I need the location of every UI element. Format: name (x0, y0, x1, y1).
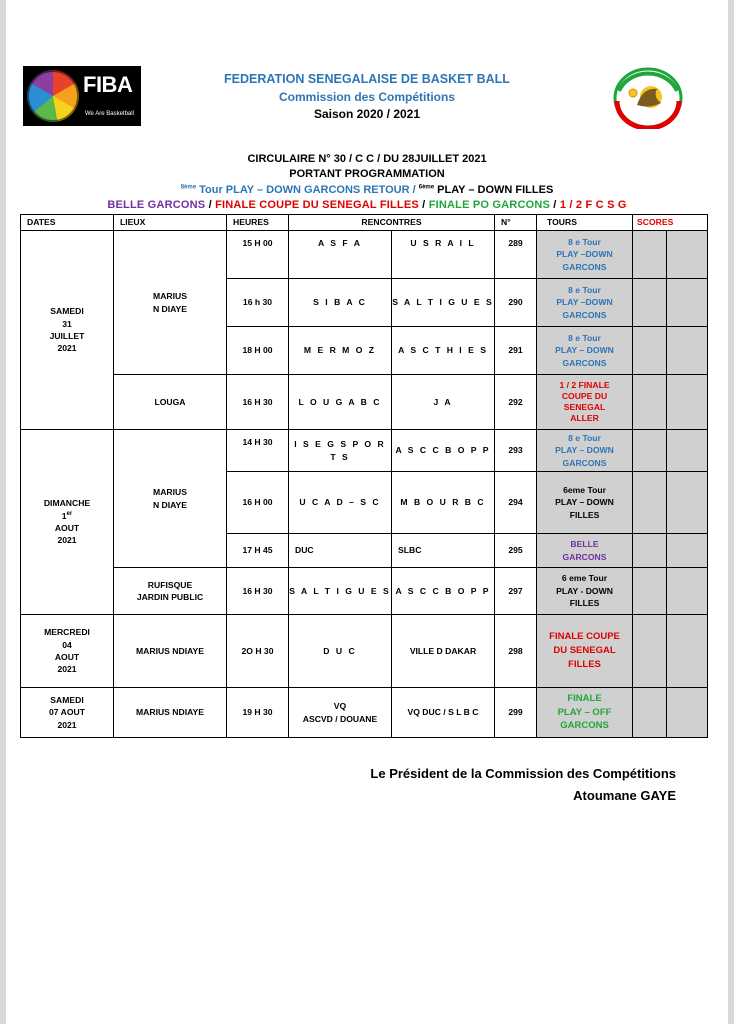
score-cell (667, 231, 708, 279)
venue-cell: MARIUS N DIAYE (114, 430, 227, 568)
score-cell (667, 568, 708, 615)
table-row (21, 430, 708, 472)
score-cell (667, 430, 708, 472)
header-rencontres: RENCONTRES (289, 215, 495, 231)
table-row (21, 375, 708, 430)
table-header-row (21, 215, 708, 231)
score-cell (633, 375, 667, 430)
score-cell (667, 375, 708, 430)
game-number: 299 (495, 688, 537, 738)
tour-cell: 1 / 2 FINALE COUPE DU SENEGAL ALLER (537, 375, 633, 430)
score-cell (667, 279, 708, 327)
team-home: DUC (289, 534, 392, 568)
signature-name: Atoumane GAYE (573, 788, 676, 803)
portant-programmation: PORTANT PROGRAMMATION (289, 168, 445, 180)
tour-cell: 8 e Tour PLAY – DOWN GARCONS (537, 430, 633, 472)
time-cell: 16 H 00 (227, 472, 289, 534)
header-tours: TOURS (537, 215, 633, 231)
team-away: SLBC (392, 534, 495, 568)
team-away: A S C T H I E S (392, 327, 495, 375)
tour-cell: FINALE PLAY – OFF GARCONS (537, 688, 633, 738)
tour-cell: 8 e Tour PLAY –DOWN GARCONS (537, 279, 633, 327)
table-row (21, 615, 708, 688)
score-cell (667, 688, 708, 738)
game-number: 289 (495, 231, 537, 279)
fiba-tagline: We Are Basketball (85, 111, 134, 117)
team-away: A S C C B O P P (392, 430, 495, 472)
date-cell: SAMEDI 07 AOUT 2021 (21, 688, 114, 738)
header-dates: DATES (21, 215, 114, 231)
venue-cell: LOUGA (114, 375, 227, 430)
team-away: M B O U R B C (392, 472, 495, 534)
team-home: S I B A C (289, 279, 392, 327)
tour-cell: 8 e Tour PLAY – DOWN GARCONS (537, 327, 633, 375)
signature-title: Le Président de la Commission des Compétitions (370, 766, 676, 781)
score-cell (633, 615, 667, 688)
score-cell (633, 472, 667, 534)
game-number: 291 (495, 327, 537, 375)
federation-name: FEDERATION SENEGALAISE DE BASKET BALL (224, 72, 510, 86)
venue-cell: MARIUS NDIAYE (114, 615, 227, 688)
team-away: S A L T I G U E S (392, 279, 495, 327)
team-home: U C A D – S C (289, 472, 392, 534)
team-away: VILLE D DAKAR (392, 615, 495, 688)
commission-name: Commission des Compétitions (278, 90, 456, 104)
time-cell: 15 H 00 (227, 231, 289, 279)
team-away: J A (392, 375, 495, 430)
date-cell: MERCREDI 04 AOUT 2021 (21, 615, 114, 688)
score-cell (633, 231, 667, 279)
game-number: 295 (495, 534, 537, 568)
team-home: L O U G A B C (289, 375, 392, 430)
time-cell: 19 H 30 (227, 688, 289, 738)
score-cell (667, 327, 708, 375)
season: Saison 2020 / 2021 (313, 107, 421, 121)
score-cell (633, 534, 667, 568)
time-cell: 17 H 45 (227, 534, 289, 568)
competitions-line: BELLE GARCONS / FINALE COUPE DU SENEGAL FILLES / FINALE PO GARCONS / 1 / 2 F C S G (107, 199, 627, 211)
subtitle-tours: $^{8ème}$ Tour PLAY – DOWN GARCONS RETOUR / $^{6ème}$ PLAY – DOWN FILLES (180, 184, 554, 196)
table-row (21, 231, 708, 279)
game-number: 292 (495, 375, 537, 430)
tour-cell: 6 eme Tour PLAY - DOWN FILLES (537, 568, 633, 615)
tour-cell: BELLE GARCONS (537, 534, 633, 568)
header-scores: SCORES (633, 215, 708, 231)
circulaire-number: CIRCULAIRE N° 30 / C C / DU 28JUILLET 2021 (247, 153, 487, 165)
table-row (21, 568, 708, 615)
score-cell (633, 279, 667, 327)
game-number: 293 (495, 430, 537, 472)
team-home: D U C (289, 615, 392, 688)
venue-cell: RUFISQUE JARDIN PUBLIC (114, 568, 227, 615)
score-cell (633, 430, 667, 472)
score-cell (667, 472, 708, 534)
score-cell (633, 327, 667, 375)
schedule-table (20, 214, 708, 738)
team-away: U S R A I L (392, 231, 495, 279)
header-lieux: LIEUX (114, 215, 227, 231)
team-home: VQ ASCVD / DOUANE (289, 688, 392, 738)
team-away: VQ DUC / S L B C (392, 688, 495, 738)
time-cell: 14 H 30 (227, 430, 289, 472)
score-cell (633, 568, 667, 615)
header-heures: HEURES (227, 215, 289, 231)
tour-cell: 8 e Tour PLAY –DOWN GARCONS (537, 231, 633, 279)
tour-cell: FINALE COUPE DU SENEGAL FILLES (537, 615, 633, 688)
time-cell: 16 H 30 (227, 568, 289, 615)
venue-cell: MARIUS N DIAYE (114, 231, 227, 375)
game-number: 290 (495, 279, 537, 327)
document-page (6, 0, 728, 1024)
venue-cell: MARIUS NDIAYE (114, 688, 227, 738)
team-home: I S E G S P O R T S (289, 430, 392, 472)
fiba-logo-text: FIBA (83, 72, 133, 97)
tour-cell: 6eme Tour PLAY – DOWN FILLES (537, 472, 633, 534)
team-home: S A L T I G U E S (289, 568, 392, 615)
time-cell: 16 H 30 (227, 375, 289, 430)
team-home: M E R M O Z (289, 327, 392, 375)
score-cell (667, 534, 708, 568)
game-number: 297 (495, 568, 537, 615)
score-cell (633, 688, 667, 738)
team-away: A S C C B O P P (392, 568, 495, 615)
game-number: 298 (495, 615, 537, 688)
time-cell: 18 H 00 (227, 327, 289, 375)
table-row (21, 688, 708, 738)
time-cell: 2O H 30 (227, 615, 289, 688)
game-number: 294 (495, 472, 537, 534)
date-cell: DIMANCHE 1er AOUT 2021 (21, 430, 114, 615)
team-home: A S F A (289, 231, 392, 279)
score-cell (667, 615, 708, 688)
date-cell: SAMEDI 31 JUILLET 2021 (21, 231, 114, 430)
header-numero: N° (495, 215, 537, 231)
time-cell: 16 h 30 (227, 279, 289, 327)
